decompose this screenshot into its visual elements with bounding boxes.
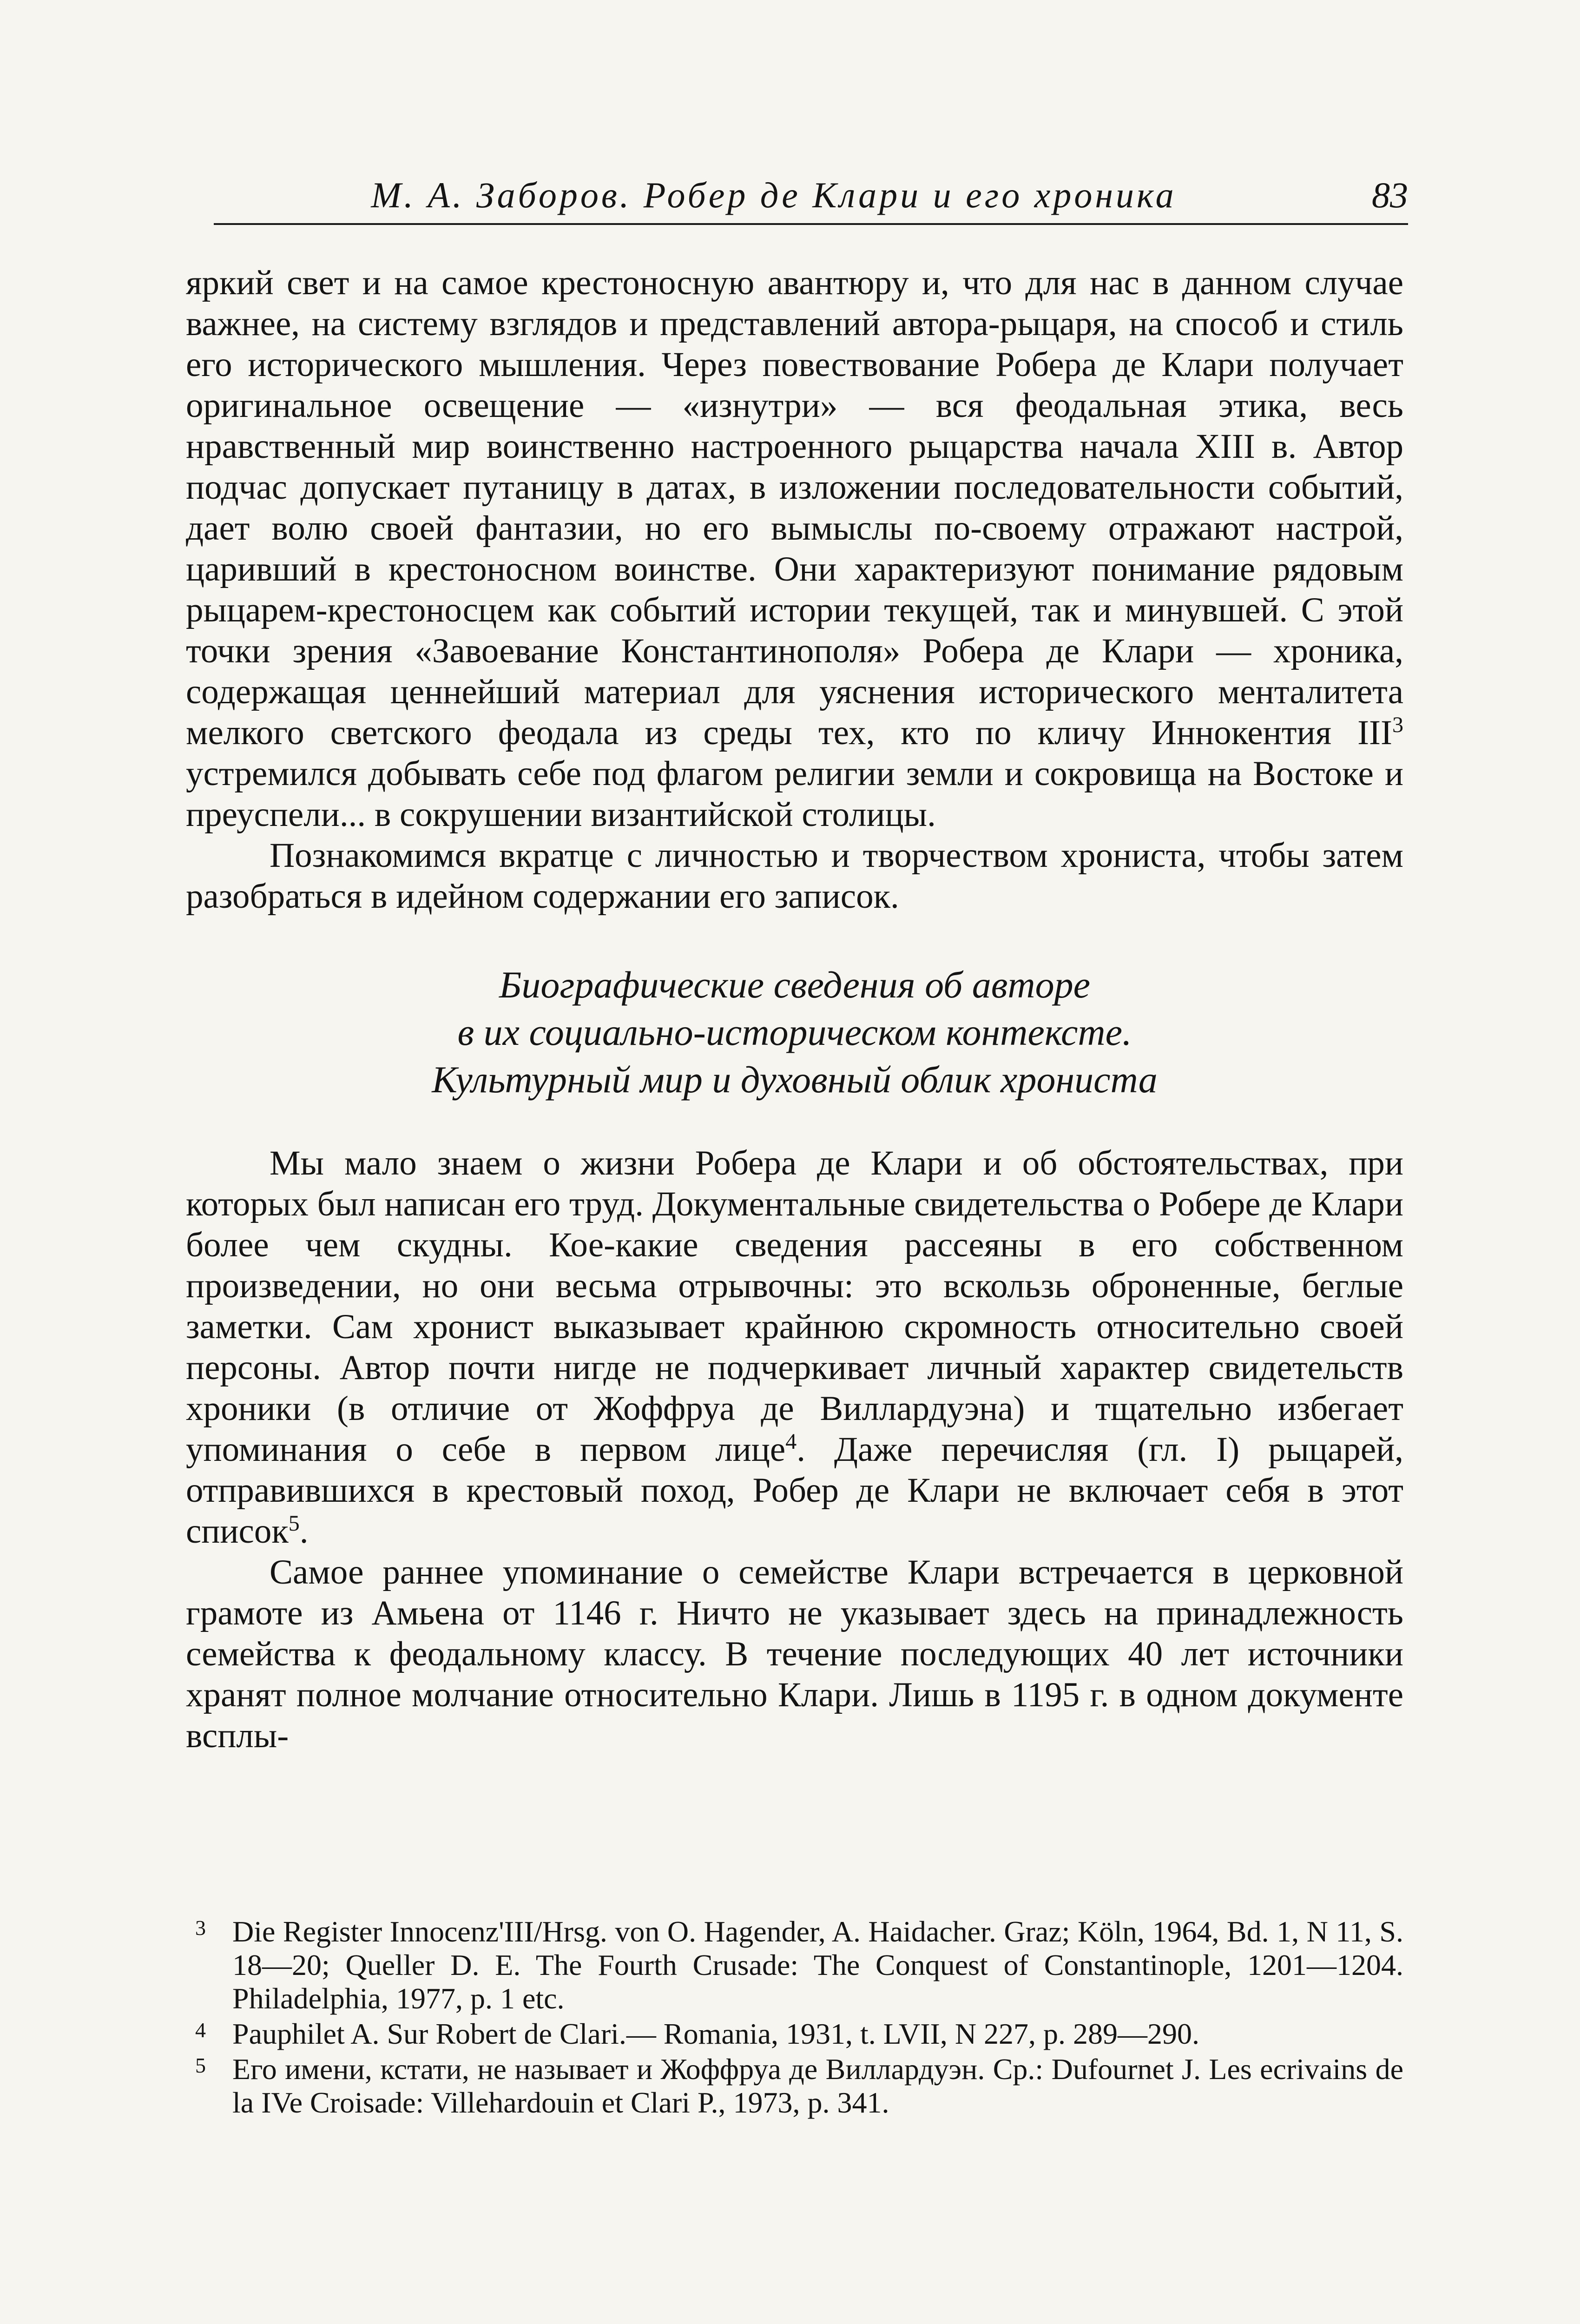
section-heading-line-2: в их социально-историческом контексте.: [457, 1011, 1132, 1053]
paragraph-2: Познакомимся вкратце с личностью и творчеством хрониста, чтобы затем разобраться в идейном содержании его записок.: [186, 836, 1403, 916]
section-heading-line-3: Культурный мир и духовный облик хрониста: [432, 1058, 1158, 1101]
footnotes: [186, 1915, 1403, 2121]
footnote-ref-4: 4: [785, 1429, 797, 1454]
footnote-3-mark: 3: [195, 1916, 206, 1940]
main-text: [186, 263, 1403, 1756]
footnote-4: [186, 2017, 1403, 2051]
page-header: [214, 172, 1408, 225]
paragraph-3-text-b: . Даже перечисляя (гл. I) рыцарей, отправившихся в крестовый поход, Робер де Клари не включает себя в этот список: [186, 1430, 1403, 1551]
footnote-5: [186, 2053, 1403, 2119]
paragraph-4: Самое раннее упоминание о семействе Клари встречается в церковной грамоте из Амьена от 1146 г. Ничто не указывает здесь на принадлежность семейства к феодальному классу. В течение последующих 40 лет источники хранят полное молчание относительно Клари. Лишь в 1195 г. в одном документе всплы-: [186, 1553, 1403, 1755]
footnote-5-text: Его имени, кстати, не называет и Жоффруа де Виллардуэн. Ср.: Dufournet J. Les ecrivains de la IVe Croisade: Villehardouin et Clari P., 1973, p. 341.: [232, 2053, 1403, 2119]
paragraph-1-tail: устремился добывать себе под флагом религии земли и сокровища на Востоке и преуспели... в сокрушении византийской столицы.: [186, 754, 1403, 834]
running-title: М. А. Заборов. Робер де Клари и его хроника: [371, 175, 1177, 215]
section-heading: [186, 961, 1403, 1103]
footnote-5-mark: 5: [195, 2053, 206, 2077]
footnote-ref-5: 5: [288, 1511, 300, 1536]
paragraph-3-text-c: .: [299, 1512, 309, 1551]
page-number: 83: [1372, 175, 1408, 215]
footnote-4-mark: 4: [195, 2018, 206, 2042]
footnote-3-text: Die Register Innocenz'III/Hrsg. von O. Hagender, A. Haidacher. Graz; Köln, 1964, Bd. 1, N 11, S. 18—20; Queller D. E. The Fourth Crusade: The Conquest of Constantinople, 1201—1204. Philadelphia, 1977, p. 1 etc.: [232, 1915, 1403, 2015]
paragraph-3: [186, 1143, 1403, 1552]
paragraph-1: [186, 263, 1403, 835]
footnote-3: [186, 1915, 1403, 2015]
section-heading-line-1: Биографические сведения об авторе: [499, 964, 1091, 1006]
footnote-ref-3: 3: [1392, 713, 1403, 737]
paragraph-1-text: яркий свет и на самое крестоносную авантюру и, что для нас в данном случае важнее, на систему взглядов и представлений автора-рыцаря, на способ и стиль его исторического мышления. Через повествование Робера де Клари получает оригинальное освещение — «изнутри» — вся феодальная этика, весь нравственный мир воинственно настроенного рыцарства начала XIII в. Автор подчас допускает путаницу в датах, в изложении последовательности событий, дает волю своей фантазии, но его вымыслы по-своему отражают настрой, царивший в крестоносном воинстве. Они характеризуют понимание рядовым рыцарем-крестоносцем как событий истории текущей, так и минувшей. С этой точки зрения «Завоевание Константинополя» Робера де Клари — хроника, содержащая ценнейший материал для уяснения исторического менталитета мелкого светского феодала из среды тех, кто по кличу Иннокентия III: [186, 264, 1403, 752]
footnote-4-text: Pauphilet A. Sur Robert de Clari.— Romania, 1931, t. LVII, N 227, p. 289—290.: [232, 2017, 1200, 2050]
paragraph-3-text-a: Мы мало знаем о жизни Робера де Клари и об обстоятельствах, при которых был написан его труд. Документальные свидетельства о Робере де Клари более чем скудны. Кое-какие сведения рассеяны в его собственном произведении, но они весьма отрывочны: это вскользь оброненные, беглые заметки. Сам хронист выказывает крайнюю скромность относительно своей персоны. Автор почти нигде не подчеркивает личный характер свидетельств хроники (в отличие от Жоффруа де Виллардуэна) и тщательно избегает упоминания о себе в первом лице: [186, 1144, 1403, 1469]
